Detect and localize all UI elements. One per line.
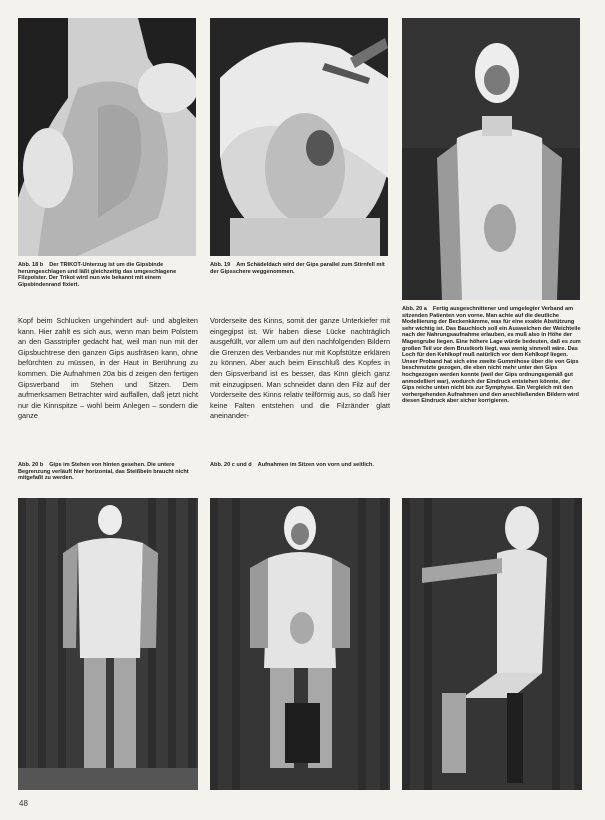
caption-abb20a-text: Fertig ausgeschnittener und umgelegter Verband am sitzenden Patienten von vorne. Man achte auf die deutliche Modellierung der Beckenkämme, was für eine exakte Abstützung sehr wichtig ist. Das Bauchloch soll ein Ausweichen der Weichteile nach der Nahrungsaufnahme erlauben, es muß also in Höhe der Magengrube liegen. Eine höhere Lage würde bedeuten, daß es zum großen Teil vor dem Brustkorb liegt, was wenig sinnvoll wäre. Das Loch für den Kehlkopf muß natürlich vor dem Kehlkopf liegen. Unser Proband hat sich eine zweite Gummihose über die von Gips beschmutzte gezogen, die eben nicht mehr unter den Gips hochgezogen werden konnte (weil der Gips ordnungsgemäß gut anmodelliert war), wodurch der Eindruck entstehen könnte, der Gips reiche unten nicht bis zur Symphyse. Ein Vergleich mit den vorhergehenden Aufnahmen und den anschließenden Bildern wird diesen Eindruck aber sicher korrigieren.: [402, 306, 581, 405]
caption-abb20cd-label: Abb. 20 c und d: [210, 462, 252, 468]
caption-abb18b-label: Abb. 18 b: [18, 262, 44, 268]
photo-abb20b: [18, 498, 198, 790]
caption-abb20cd: [210, 462, 390, 469]
caption-abb20cd-text: Aufnahmen im Sitzen von vorn und seitlich.: [257, 462, 374, 468]
caption-abb20a-label: Abb. 20 a: [402, 306, 427, 312]
photo-abb20a: [402, 18, 580, 300]
caption-abb20a: [402, 306, 582, 405]
photo-abb18b: [18, 18, 196, 256]
photo-abb18b-image: [18, 18, 196, 256]
caption-abb18b-text: Der TRIKOT-Unterzug ist um die Gipsbinde herumgeschlagen und läßt gleichzeitig das umgeschlagene Filzpolster. Der Trikot wird nun wie bekannt mit einem Gipsbindenrand fixiert.: [18, 262, 177, 288]
photo-abb20d-image: [402, 498, 582, 790]
photo-abb20b-image: [18, 498, 198, 790]
photo-abb20c-image: [210, 498, 390, 790]
photo-abb20d: [402, 498, 582, 790]
photo-abb19-image: [210, 18, 388, 256]
page-number: 48: [19, 799, 28, 808]
body-text-col2: Vorderseite des Kinns, somit der ganze Unterkiefer mit eingegipst ist. Wir haben diese Lücke nachträglich ausgefüllt, vor allem um auf den nachfolgenden Bildern die Grenzen des Verbandes nur mit Kopfstütze erklären zu können. Aber auch beim Einschluß des Kopfes in den Gipsverband ist es besser, das Kinn gleich ganz mit einzugipsen. Man schneidet dann den Filz auf der Vorderseite des Kinns relativ teilförmig aus, so daß hier keine Falten entstehen und die Filzränder glatt aneinander-: [210, 316, 390, 421]
photo-abb20a-image: [402, 18, 580, 300]
caption-abb19-label: Abb. 19: [210, 262, 231, 268]
photo-abb20c: [210, 498, 390, 790]
caption-abb20b: [18, 462, 198, 482]
caption-abb20b-label: Abb. 20 b: [18, 462, 44, 468]
caption-abb19-text: Am Schädeldach wird der Gips parallel zum Stirnfell mit der Gipsschere weggenommen.: [210, 262, 385, 275]
caption-abb18b: [18, 262, 198, 288]
caption-abb20b-text: Gips im Stehen von hinten gesehen. Die untere Begrenzung verläuft hier horizontal, das Steißbein braucht nicht mitgefaßt zu werden.: [18, 462, 189, 482]
photo-abb19: [210, 18, 388, 256]
body-text-col1: Kopf beim Schlucken ungehindert auf- und abgleiten kann. Hier zahlt es sich aus, wenn man beim Polstern an den Gasstripfer gedacht hat, weil man nun mit der Gipsbuchtrese den ganzen Gips ausfräsen kann, ohne befürchten zu müssen, in der Haut in Berührung zu kommen. Die Aufnahmen 20a bis d zeigen den fertigen Gipsverband im Stehen und Sitzen. Dem aufmerksamen Betrachter wird auffallen, daß jetzt nicht nur die Kinnspitze – wohl beim Anlegen – sondern die ganze: [18, 316, 198, 421]
caption-abb19: [210, 262, 390, 275]
